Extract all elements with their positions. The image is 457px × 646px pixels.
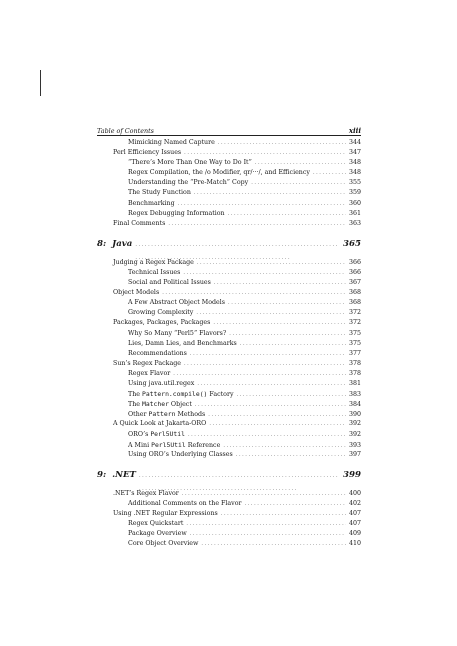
toc-entry-title: Mimicking Named Capture <box>128 139 215 146</box>
toc-entry-title: Final Comments <box>113 219 166 227</box>
toc-entry-title: Sun’s Regex Package <box>113 359 181 367</box>
toc-entry <box>97 318 361 328</box>
code-term: Perl5Util <box>151 440 186 449</box>
dot-leader <box>197 258 346 268</box>
toc-entry <box>97 419 361 429</box>
dot-leader <box>218 138 346 148</box>
chapter-8-number: 8: <box>97 238 107 249</box>
toc-entry <box>97 268 361 278</box>
chapter-9-title: .NET <box>112 469 136 480</box>
toc-entry <box>97 209 361 219</box>
toc-entry-title: Why So Many “Perl5” Flavors? <box>128 329 227 337</box>
toc-entry <box>97 489 361 499</box>
toc-entry <box>97 519 361 529</box>
toc-entry <box>97 168 361 178</box>
toc-entry <box>97 288 361 298</box>
toc-section-chapter7-tail <box>97 138 361 229</box>
dot-leader <box>195 400 346 410</box>
toc-entry-page: 402 <box>348 499 361 507</box>
toc-entry-page: 348 <box>348 159 361 167</box>
dot-leader <box>196 308 346 318</box>
toc-entry <box>97 529 361 539</box>
dot-leader <box>228 298 346 308</box>
dot-leader <box>221 509 346 519</box>
dot-leader <box>209 419 346 429</box>
toc-entry <box>97 148 361 158</box>
toc-entry-page: 377 <box>348 349 361 357</box>
toc-entry-page: 366 <box>348 268 361 276</box>
toc-entry <box>97 278 361 288</box>
toc-entry-page: 407 <box>348 520 361 527</box>
toc-entry-title: Package Overview <box>128 530 187 538</box>
toc-entry-page: 409 <box>348 530 361 538</box>
toc-entry <box>97 509 361 519</box>
toc-entry-title: Regex Debugging Information <box>128 209 225 217</box>
toc-entry <box>97 440 361 450</box>
toc-entry-title: Other Pattern Methods <box>128 410 206 419</box>
dot-leader <box>313 168 346 178</box>
toc-entry-page: 392 <box>348 420 361 428</box>
toc-entry-page: 397 <box>348 450 361 458</box>
toc-entry <box>97 258 361 268</box>
toc-entry-title: ORO’s Perl5Util <box>128 430 185 439</box>
toc-entry-title: Object Models <box>113 289 160 297</box>
toc-entry-title: Regex Flavor <box>128 369 171 377</box>
toc-entry <box>97 359 361 369</box>
toc-entry-page: 384 <box>348 401 361 409</box>
dot-leader <box>213 318 346 328</box>
running-header <box>97 126 361 135</box>
toc-entry-title: Technical Issues <box>128 268 181 276</box>
toc-entry-page: 375 <box>348 329 361 337</box>
toc-entry <box>97 349 361 359</box>
chapter-9-page: 399 <box>343 469 361 480</box>
toc-entry-title: A Mini Perl5Util Reference <box>128 440 221 449</box>
dot-leader <box>214 278 346 288</box>
dot-leader <box>201 539 346 549</box>
toc-entry <box>97 379 361 389</box>
toc-entry-title: Using .NET Regular Expressions <box>113 509 218 517</box>
toc-section-chapter9 <box>97 489 361 550</box>
toc-entry-page: 363 <box>348 219 361 227</box>
toc-entry-title: Using ORO’s Underlying Classes <box>128 450 233 458</box>
dot-leader <box>168 219 346 229</box>
dot-leader <box>245 499 346 509</box>
dot-leader <box>182 489 346 499</box>
code-term: Pattern <box>148 410 176 419</box>
dot-leader <box>194 188 346 198</box>
toc-entry-page: 375 <box>348 339 361 347</box>
toc-entry-title: Perl Efficiency Issues <box>113 149 182 157</box>
toc-entry-page: 378 <box>348 359 361 367</box>
toc-entry-page: 378 <box>348 369 361 377</box>
dot-leader <box>229 329 346 339</box>
toc-entry <box>97 399 361 409</box>
toc-entry <box>97 158 361 168</box>
crop-mark <box>40 70 41 96</box>
toc-entry-title: Social and Political Issues <box>128 279 211 287</box>
toc-entry-title: A Few Abstract Object Models <box>128 299 226 307</box>
header-rule <box>97 135 361 136</box>
toc-entry-page: 359 <box>348 189 361 197</box>
toc-entry-page: 355 <box>348 179 361 187</box>
dot-leader <box>197 379 346 389</box>
toc-entry-page: 347 <box>348 149 361 157</box>
dot-leader <box>190 529 346 539</box>
dot-leader <box>162 288 346 298</box>
toc-entry-title: Understanding the “Pre-Match” Copy <box>128 179 249 187</box>
toc-entry-title: Additional Comments on the Flavor <box>128 499 242 507</box>
table-of-contents <box>97 138 361 549</box>
toc-entry-title: Recommendations <box>128 349 187 357</box>
toc-entry <box>97 429 361 439</box>
dot-leader <box>240 339 346 349</box>
toc-entry <box>97 188 361 198</box>
toc-entry <box>97 138 361 148</box>
toc-entry <box>97 389 361 399</box>
dot-leader <box>190 349 346 359</box>
toc-entry-title: Judging a Regex Package <box>113 258 194 266</box>
code-term: Matcher <box>141 400 169 409</box>
dot-leader <box>237 390 346 400</box>
toc-entry-title: The Study Function <box>128 189 191 197</box>
toc-entry-title: Lies, Damn Lies, and Benchmarks <box>128 339 237 347</box>
toc-entry-title: Regex Compilation, the /o Modifier, qr/···/, and Efficiency <box>128 169 310 177</box>
toc-entry <box>97 409 361 419</box>
toc-section-chapter8 <box>97 258 361 460</box>
toc-entry-page: 392 <box>348 431 361 439</box>
chapter-9-number: 9: <box>97 469 107 480</box>
toc-entry-page: 344 <box>348 139 361 146</box>
toc-entry-page: 400 <box>348 489 361 497</box>
dot-leader <box>178 199 346 209</box>
toc-entry <box>97 199 361 209</box>
toc-entry-title: A Quick Look at Jakarta-ORO <box>113 420 207 428</box>
dot-leader <box>184 148 346 158</box>
toc-entry-page: 348 <box>348 169 361 177</box>
toc-entry-page: 361 <box>348 209 361 217</box>
running-header-page-number: xiii <box>348 126 361 135</box>
toc-entry-page: 383 <box>348 391 361 399</box>
toc-entry <box>97 539 361 549</box>
toc-entry-page: 410 <box>348 540 361 548</box>
toc-entry-page: 390 <box>348 411 361 419</box>
toc-entry <box>97 499 361 509</box>
toc-entry-title: “There’s More Than One Way to Do It” <box>128 159 252 167</box>
dot-leader <box>184 359 346 369</box>
toc-entry-page: 372 <box>348 319 361 327</box>
chapter-8-page: 365 <box>343 238 361 249</box>
toc-entry-page: 407 <box>348 509 361 517</box>
toc-entry-page: 372 <box>348 309 361 317</box>
toc-entry-title: Packages, Packages, Packages <box>113 319 211 327</box>
toc-entry <box>97 219 361 229</box>
toc-entry-title: Regex Quickstart <box>128 520 184 527</box>
toc-entry <box>97 339 361 349</box>
dot-leader <box>255 158 346 168</box>
code-term: Perl5Util <box>150 430 185 439</box>
toc-entry-title: .NET’s Regex Flavor <box>113 489 179 497</box>
dot-leader <box>236 450 346 460</box>
toc-entry-title: Using java.util.regex <box>128 379 195 387</box>
toc-entry-page: 360 <box>348 199 361 207</box>
dot-leader <box>251 178 346 188</box>
code-term: Pattern.compile() <box>141 390 208 399</box>
chapter-8-title: Java <box>112 238 133 249</box>
dot-leader <box>183 268 346 278</box>
toc-entry-page: 368 <box>348 289 361 297</box>
toc-entry-title: Core Object Overview <box>128 540 199 548</box>
toc-entry-page: 367 <box>348 279 361 287</box>
toc-entry-title: Benchmarking <box>128 199 175 207</box>
toc-entry <box>97 298 361 308</box>
toc-entry <box>97 450 361 460</box>
toc-entry-title: The Pattern.compile() Factory <box>128 390 234 399</box>
toc-entry <box>97 369 361 379</box>
toc-entry-page: 393 <box>348 441 361 449</box>
chapter-8-heading <box>97 238 361 250</box>
toc-entry-page: 366 <box>348 258 361 266</box>
chapter-9-heading <box>97 469 361 481</box>
toc-entry-title: The Matcher Object <box>128 400 192 409</box>
toc-entry-title: Growing Complexity <box>128 309 194 317</box>
dot-leader <box>186 519 346 529</box>
toc-entry <box>97 178 361 188</box>
toc-entry <box>97 329 361 339</box>
toc-entry <box>97 308 361 318</box>
toc-entry-page: 381 <box>348 379 361 387</box>
toc-entry-page: 368 <box>348 299 361 307</box>
dot-leader <box>173 369 346 379</box>
dot-leader <box>228 209 346 219</box>
running-header-title: Table of Contents <box>97 127 154 135</box>
